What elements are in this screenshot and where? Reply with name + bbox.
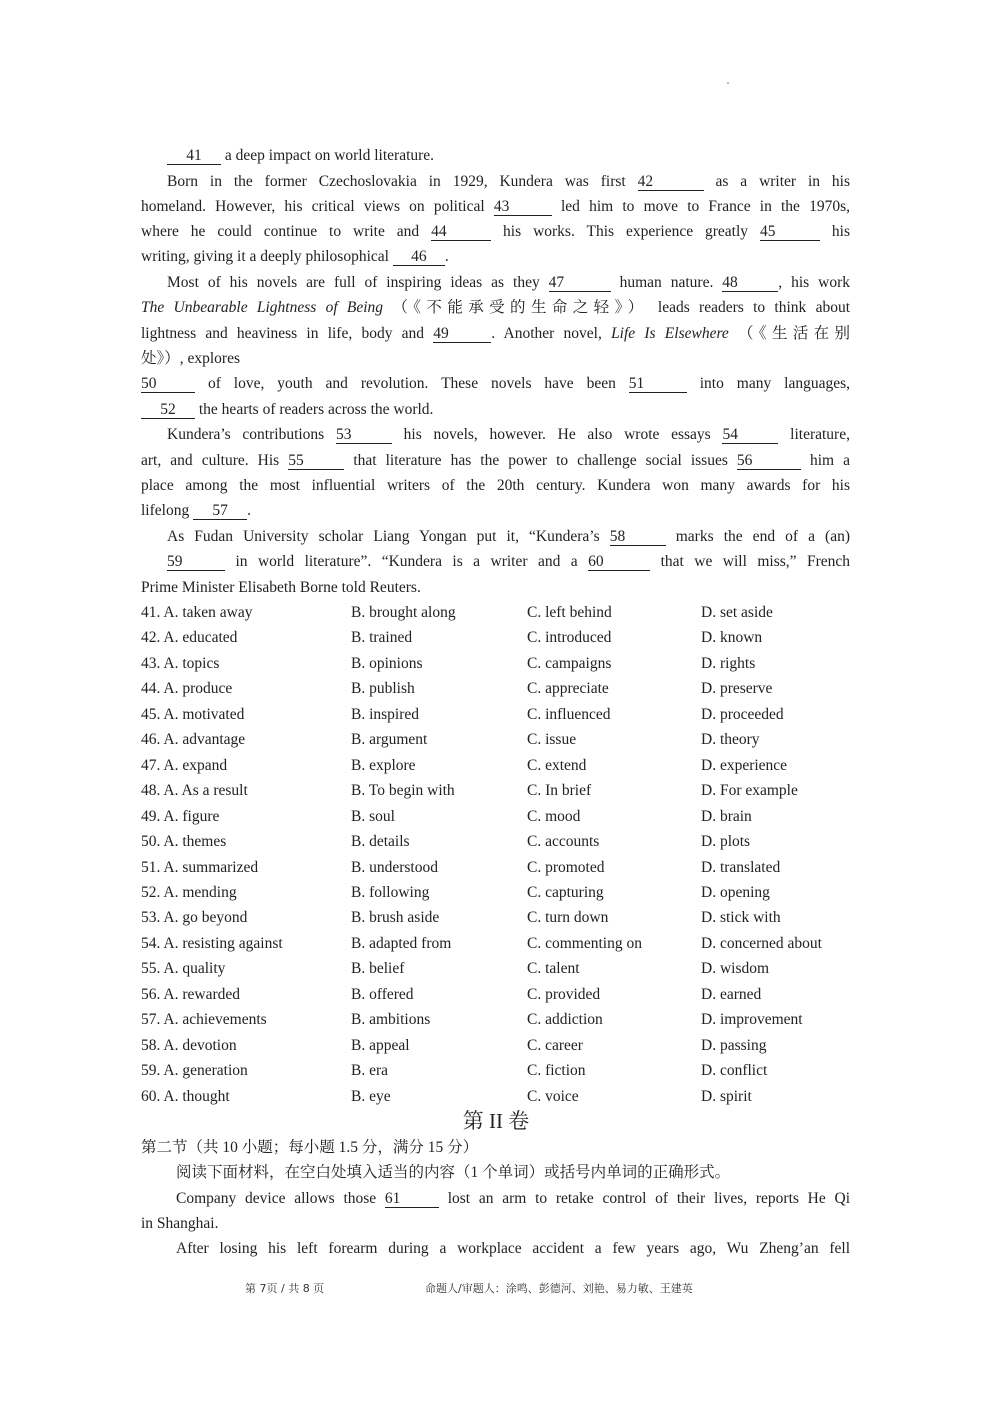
blank-44: 44 xyxy=(431,223,491,241)
text: writing, giving it a deeply philosophical xyxy=(141,248,393,265)
option-a xyxy=(141,628,237,648)
passage-line xyxy=(167,172,850,192)
blank-52: 52 xyxy=(141,401,195,419)
passage-line xyxy=(141,374,850,394)
question-number: 47. xyxy=(141,757,161,774)
question-number: 59. xyxy=(141,1062,161,1079)
text: his works. This experience greatly xyxy=(503,223,760,240)
page-number: 第 7页 / 共 8 页 xyxy=(245,1282,325,1295)
blank-41: 41 xyxy=(167,147,221,165)
text: that we will miss,” French xyxy=(660,553,850,570)
blank-46: 46 xyxy=(393,248,445,266)
option-d: D. translated xyxy=(701,859,781,876)
option-a xyxy=(141,832,226,852)
blank-47: 47 xyxy=(549,274,611,292)
option-a xyxy=(141,807,219,827)
part-title: 第 II 卷 xyxy=(462,1109,530,1133)
option-d: D. brain xyxy=(701,808,752,825)
option-a xyxy=(141,781,248,801)
text: into many languages, xyxy=(699,375,851,392)
option-b: B. brush aside xyxy=(351,909,440,926)
passage-line xyxy=(167,527,850,547)
option-b: B. ambitions xyxy=(351,1011,431,1028)
passage-line xyxy=(141,476,850,496)
option-b: B. trained xyxy=(351,629,413,646)
blank-55: 55 xyxy=(288,452,344,470)
option-b: B. opinions xyxy=(351,655,423,672)
option-d: D. wisdom xyxy=(701,960,770,977)
option-text: A. As a result xyxy=(163,782,248,799)
option-text: A. produce xyxy=(163,680,233,697)
option-c: C. fiction xyxy=(527,1062,586,1079)
option-b: B. era xyxy=(351,1062,389,1079)
option-text: A. educated xyxy=(163,629,238,646)
text: homeland. However, his critical views on political xyxy=(141,198,494,215)
blank-61: 61 xyxy=(385,1190,439,1208)
passage-line xyxy=(167,425,850,445)
text: a deep impact on world literature. xyxy=(221,147,435,164)
text: the hearts of readers across the world. xyxy=(195,401,434,418)
text: in Shanghai. xyxy=(141,1215,219,1232)
option-b: B. following xyxy=(351,884,430,901)
blank-59: 59 xyxy=(167,553,225,571)
text: Born in the former Czechoslovakia in 1929, Kundera was first xyxy=(167,173,638,190)
question-number: 58. xyxy=(141,1037,161,1054)
option-b: B. brought along xyxy=(351,604,456,621)
passage-line xyxy=(167,273,850,293)
option-text: A. quality xyxy=(163,960,226,977)
question-number: 44. xyxy=(141,680,161,697)
instruction: 阅读下面材料，在空白处填入适当的内容（1 个单词）或括号内单词的正确形式。 xyxy=(176,1164,731,1181)
option-a xyxy=(141,730,245,750)
text: literature, xyxy=(790,426,850,443)
option-a xyxy=(141,858,258,878)
option-b: B. argument xyxy=(351,731,428,748)
text: lost an arm to retake control of their lives, reports He Qi xyxy=(447,1190,850,1207)
option-d: D. plots xyxy=(701,833,751,850)
text: After losing his left forearm during a workplace accident a few years ago, Wu Zheng’an fell xyxy=(176,1240,850,1257)
blank-48: 48 xyxy=(722,274,778,292)
option-a xyxy=(141,1087,230,1107)
text: lightness and heaviness in life, body and xyxy=(141,325,434,342)
blank-50: 50 xyxy=(141,375,195,393)
option-a xyxy=(141,1036,237,1056)
text: . xyxy=(247,502,251,519)
option-text: A. go beyond xyxy=(163,909,248,926)
question-number: 42. xyxy=(141,629,161,646)
option-c: C. left behind xyxy=(527,604,612,621)
authors: 命题人/审题人：涂鸣、彭德河、刘艳、易力敏、王建英 xyxy=(425,1282,693,1295)
text: Most of his novels are full of inspiring ideas as they xyxy=(167,274,549,291)
passage-line xyxy=(141,324,850,344)
option-a xyxy=(141,679,232,699)
text: as a writer in his xyxy=(715,173,851,190)
question-number: 50. xyxy=(141,833,161,850)
option-c: C. campaigns xyxy=(527,655,612,672)
option-b: B. soul xyxy=(351,808,395,825)
blank-45: 45 xyxy=(760,223,820,241)
option-a xyxy=(141,603,253,623)
option-c: C. voice xyxy=(527,1088,579,1105)
text: , his work xyxy=(778,274,851,291)
question-number: 53. xyxy=(141,909,161,926)
option-text: A. motivated xyxy=(163,706,245,723)
option-c: C. extend xyxy=(527,757,587,774)
text: his novels, however. He also wrote essays xyxy=(403,426,723,443)
passage-line xyxy=(141,222,850,242)
option-d: D. set aside xyxy=(701,604,773,621)
option-text: A. generation xyxy=(163,1062,248,1079)
option-b: B. details xyxy=(351,833,410,850)
option-text: A. achievements xyxy=(163,1011,267,1028)
blank-49: 49 xyxy=(433,325,491,343)
option-b: B. To begin with xyxy=(351,782,455,799)
text: of love, youth and revolution. These novels have been xyxy=(207,375,629,392)
option-b: B. explore xyxy=(351,757,416,774)
option-text: A. topics xyxy=(163,655,220,672)
section-heading: 第二节（共 10 小题；每小题 1.5 分，满分 15 分） xyxy=(141,1139,479,1156)
option-c: C. talent xyxy=(527,960,580,977)
option-d: D. concerned about xyxy=(701,935,822,952)
option-b: B. publish xyxy=(351,680,415,697)
option-c: C. commenting on xyxy=(527,935,642,952)
book-title: The Unbearable Lightness of Being xyxy=(141,299,384,316)
option-a xyxy=(141,705,244,725)
text: place among the most influential writers of the 20th century. Kundera won many awards for his xyxy=(141,477,850,494)
passage-line xyxy=(141,400,850,420)
text: . xyxy=(444,248,449,265)
book-title: Life Is Elsewhere xyxy=(611,325,729,342)
option-a xyxy=(141,883,237,903)
passage-line xyxy=(176,1239,850,1259)
option-a xyxy=(141,1010,267,1030)
blank-43: 43 xyxy=(494,198,552,216)
option-d: D. known xyxy=(701,629,763,646)
option-text: A. devotion xyxy=(163,1037,237,1054)
passage-line xyxy=(141,578,850,598)
option-text: A. rewarded xyxy=(163,986,241,1003)
option-c: C. capturing xyxy=(527,884,604,901)
option-a xyxy=(141,908,247,928)
option-a xyxy=(141,959,225,979)
option-c: C. appreciate xyxy=(527,680,609,697)
option-c: C. addiction xyxy=(527,1011,603,1028)
question-number: 41. xyxy=(141,604,161,621)
text: 处》）, explores xyxy=(141,350,241,367)
question-number: 43. xyxy=(141,655,161,672)
passage-line xyxy=(141,1214,850,1234)
option-text: A. expand xyxy=(163,757,228,774)
passage-line xyxy=(176,1189,850,1209)
option-d: D. rights xyxy=(701,655,756,672)
option-text: A. advantage xyxy=(163,731,246,748)
question-number: 56. xyxy=(141,986,161,1003)
option-d: D. conflict xyxy=(701,1062,768,1079)
text: Prime Minister Elisabeth Borne told Reuters. xyxy=(141,579,421,596)
option-text: A. figure xyxy=(163,808,220,825)
text: marks the end of a (an) xyxy=(675,528,850,545)
option-d: D. stick with xyxy=(701,909,781,926)
blank-53: 53 xyxy=(336,426,392,444)
text: （《生活在别 xyxy=(738,325,851,342)
option-d: D. preserve xyxy=(701,680,773,697)
blank-57: 57 xyxy=(193,502,247,520)
option-b: B. adapted from xyxy=(351,935,452,952)
option-b: B. eye xyxy=(351,1088,391,1105)
option-d: D. opening xyxy=(701,884,770,901)
text: him a xyxy=(809,452,851,469)
option-c: C. In brief xyxy=(527,782,592,799)
question-number: 57. xyxy=(141,1011,161,1028)
blank-54: 54 xyxy=(722,426,778,444)
text: . Another novel, xyxy=(491,325,612,342)
blank-51: 51 xyxy=(629,375,687,393)
option-b: B. inspired xyxy=(351,706,420,723)
option-text: A. mending xyxy=(163,884,237,901)
text: led him to move to France in the 1970s, xyxy=(560,198,850,215)
passage-line xyxy=(167,146,850,166)
passage-line xyxy=(141,247,850,267)
passage-line xyxy=(141,451,850,471)
option-a xyxy=(141,1061,248,1081)
passage-line xyxy=(167,552,850,572)
option-d: D. passing xyxy=(701,1037,767,1054)
text: art, and culture. His xyxy=(141,452,289,469)
blank-58: 58 xyxy=(610,528,666,546)
question-number: 55. xyxy=(141,960,161,977)
text: human nature. xyxy=(619,274,723,291)
passage-line xyxy=(141,501,850,521)
option-c: C. accounts xyxy=(527,833,600,850)
text: Kundera’s contributions xyxy=(167,426,336,443)
option-d: D. For example xyxy=(701,782,798,799)
text: Company device allows those xyxy=(176,1190,385,1207)
passage-line xyxy=(141,298,850,318)
text: lifelong xyxy=(141,502,194,519)
question-number: 52. xyxy=(141,884,161,901)
option-d: D. improvement xyxy=(701,1011,803,1028)
option-c: C. career xyxy=(527,1037,583,1054)
option-a xyxy=(141,985,240,1005)
option-c: C. turn down xyxy=(527,909,609,926)
option-text: A. resisting against xyxy=(163,935,283,952)
option-b: B. appeal xyxy=(351,1037,410,1054)
question-number: 48. xyxy=(141,782,161,799)
option-a xyxy=(141,756,227,776)
option-d: D. spirit xyxy=(701,1088,752,1105)
option-b: B. understood xyxy=(351,859,438,876)
option-c: C. introduced xyxy=(527,629,612,646)
blank-56: 56 xyxy=(737,452,801,470)
text: in world literature”. “Kundera is a writer and a xyxy=(235,553,589,570)
blank-42: 42 xyxy=(638,173,704,191)
option-b: B. belief xyxy=(351,960,405,977)
option-d: D. proceeded xyxy=(701,706,784,723)
question-number: 60. xyxy=(141,1088,161,1105)
text: where he could continue to write and xyxy=(141,223,432,240)
question-number: 46. xyxy=(141,731,161,748)
blank-60: 60 xyxy=(588,553,650,571)
option-text: A. thought xyxy=(163,1088,230,1105)
question-number: 54. xyxy=(141,935,161,952)
option-c: C. issue xyxy=(527,731,577,748)
question-number: 51. xyxy=(141,859,161,876)
option-text: A. summarized xyxy=(163,859,259,876)
question-number: 45. xyxy=(141,706,161,723)
option-text: A. themes xyxy=(163,833,227,850)
option-b: B. offered xyxy=(351,986,414,1003)
question-number: 49. xyxy=(141,808,161,825)
option-d: D. theory xyxy=(701,731,760,748)
option-a xyxy=(141,934,283,954)
text: his xyxy=(831,223,851,240)
option-a xyxy=(141,654,219,674)
passage-line xyxy=(141,349,850,369)
text: that literature has the power to challenge social issues xyxy=(353,452,737,469)
option-text: A. taken away xyxy=(163,604,253,621)
scan-speck xyxy=(727,82,729,84)
passage-line xyxy=(141,197,850,217)
option-d: D. experience xyxy=(701,757,788,774)
option-c: C. mood xyxy=(527,808,581,825)
text: （《不能承受的生命之轻》） leads readers to think about xyxy=(392,299,851,316)
text: As Fudan University scholar Liang Yongan put it, “Kundera’s xyxy=(167,528,610,545)
option-d: D. earned xyxy=(701,986,762,1003)
option-c: C. promoted xyxy=(527,859,605,876)
option-c: C. influenced xyxy=(527,706,611,723)
option-c: C. provided xyxy=(527,986,601,1003)
